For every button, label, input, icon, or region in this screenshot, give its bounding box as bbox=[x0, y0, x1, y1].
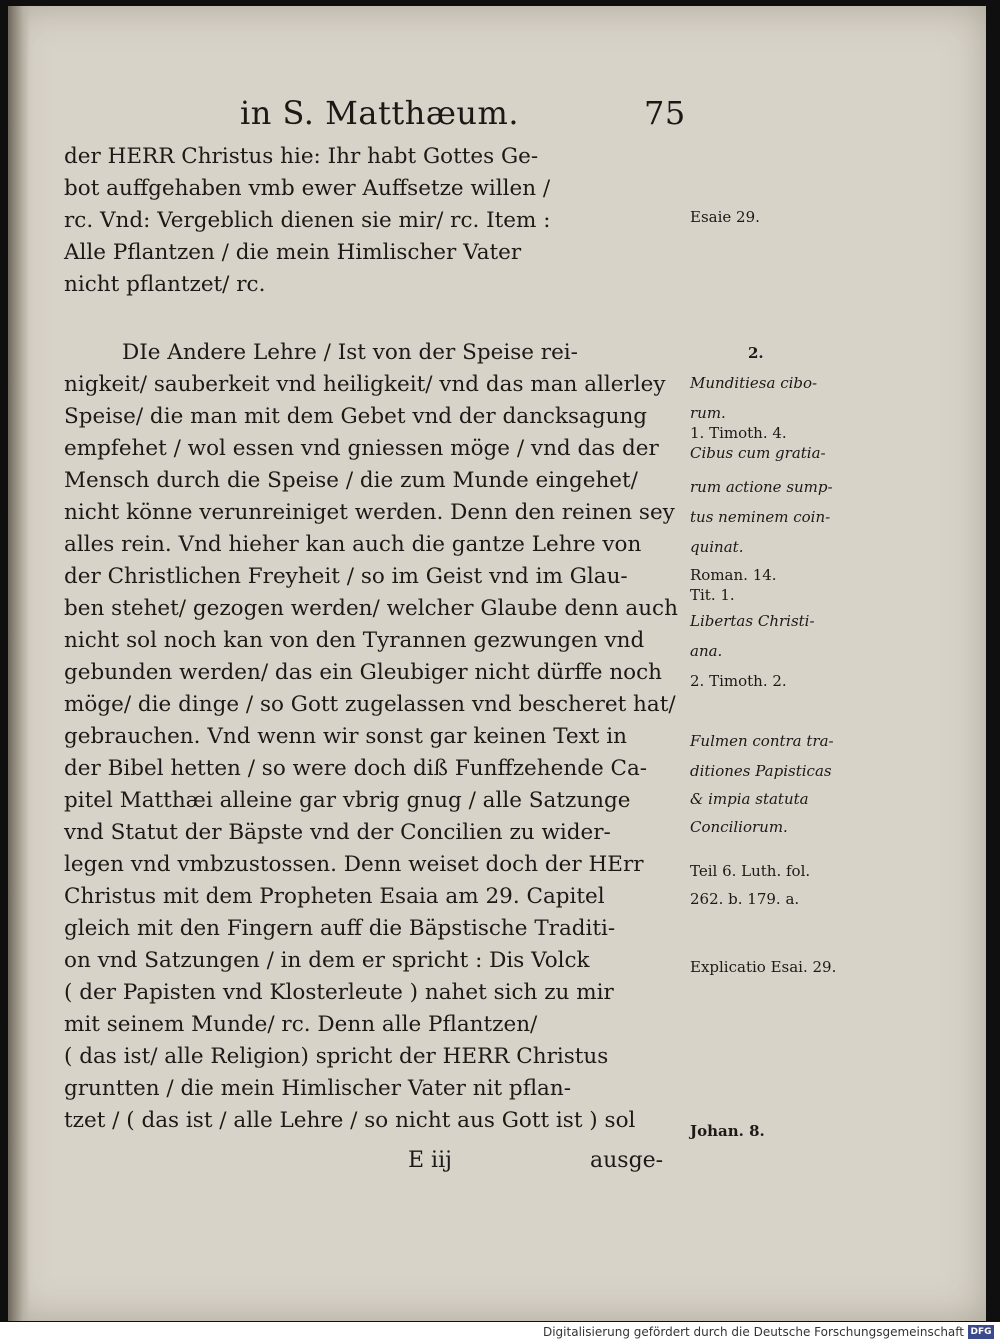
margin-note: rum. bbox=[690, 404, 726, 422]
text-line: alles rein. Vnd hieher kan auch die gantze Lehre von bbox=[64, 532, 642, 557]
margin-note: Libertas Christi- bbox=[690, 612, 815, 630]
running-title: in S. Matthæum. bbox=[240, 94, 520, 132]
text-line: nicht pflantzet/ rc. bbox=[64, 272, 266, 297]
margin-note: 262. b. 179. a. bbox=[690, 890, 800, 908]
margin-note: quinat. bbox=[690, 538, 744, 556]
text-line: DIe Andere Lehre / Ist von der Speise rei- bbox=[122, 340, 578, 365]
text-line: gruntten / die mein Himlischer Vater nit pflan- bbox=[64, 1076, 571, 1101]
catchword: ausge- bbox=[590, 1148, 664, 1173]
margin-note: Explicatio Esai. 29. bbox=[690, 958, 837, 976]
text-line: ( der Papisten vnd Klosterleute ) nahet sich zu mir bbox=[64, 980, 614, 1005]
text-line: der Christlichen Freyheit / so im Geist vnd im Glau- bbox=[64, 564, 628, 589]
text-line: pitel Matthæi alleine gar vbrig gnug / alle Satzunge bbox=[64, 788, 631, 813]
margin-note: Teil 6. Luth. fol. bbox=[690, 862, 811, 880]
margin-note: Conciliorum. bbox=[690, 818, 788, 836]
margin-note: tus neminem coin- bbox=[690, 508, 831, 526]
margin-note: & impia statuta bbox=[690, 790, 809, 808]
text-line: bot auffgehaben vmb ewer Auffsetze willen / bbox=[64, 176, 551, 201]
margin-note: Tit. 1. bbox=[690, 586, 735, 604]
text-line: legen vnd vmbzustossen. Denn weiset doch der HErr bbox=[64, 852, 644, 877]
text-line: möge/ die dinge / so Gott zugelassen vnd bescheret hat/ bbox=[64, 692, 676, 717]
text-line: nicht sol noch kan von den Tyrannen gezwungen vnd bbox=[64, 628, 645, 653]
text-line: gebunden werden/ das ein Gleubiger nicht dürffe noch bbox=[64, 660, 663, 685]
margin-note: 1. Timoth. 4. bbox=[690, 424, 787, 442]
text-line: Christus mit dem Propheten Esaia am 29. Capitel bbox=[64, 884, 605, 909]
footer-credit: Digitalisierung gefördert durch die Deutsche Forschungsgemeinschaft bbox=[542, 1325, 964, 1339]
margin-note: Johan. 8. bbox=[690, 1122, 765, 1140]
margin-note: Roman. 14. bbox=[690, 566, 777, 584]
text-line: ben stehet/ gezogen werden/ welcher Glaube denn auch bbox=[64, 596, 678, 621]
margin-note: Munditiesa cibo- bbox=[690, 374, 818, 392]
margin-note: Esaie 29. bbox=[690, 208, 760, 226]
page-gutter-shadow bbox=[8, 6, 30, 1321]
text-line: tzet / ( das ist / alle Lehre / so nicht aus Gott ist ) sol bbox=[64, 1108, 636, 1133]
text-line: vnd Statut der Bäpste vnd der Concilien zu wider- bbox=[64, 820, 611, 845]
text-line: ( das ist/ alle Religion) spricht der HERR Christus bbox=[64, 1044, 609, 1069]
text-line: mit seinem Munde/ rc. Denn alle Pflantzen/ bbox=[64, 1012, 538, 1037]
text-line: der HERR Christus hie: Ihr habt Gottes Ge- bbox=[64, 144, 539, 169]
margin-note: rum actione sump- bbox=[690, 478, 833, 496]
text-line: empfehet / wol essen vnd gniessen möge / vnd das der bbox=[64, 436, 659, 461]
margin-note: 2. bbox=[748, 344, 764, 362]
text-line: on vnd Satzungen / in dem er spricht : Dis Volck bbox=[64, 948, 590, 973]
page-number: 75 bbox=[644, 94, 686, 132]
text-line: nigkeit/ sauberkeit vnd heiligkeit/ vnd das man allerley bbox=[64, 372, 666, 397]
text-line: gleich mit den Fingern auff die Bäpstische Traditi- bbox=[64, 916, 616, 941]
text-line: Mensch durch die Speise / die zum Munde eingehet/ bbox=[64, 468, 638, 493]
margin-note: Cibus cum gratia- bbox=[690, 444, 826, 462]
margin-note: ditiones Papisticas bbox=[690, 762, 832, 780]
signature-mark: E iij bbox=[408, 1148, 452, 1173]
margin-note: 2. Timoth. 2. bbox=[690, 672, 787, 690]
text-line: Speise/ die man mit dem Gebet vnd der dancksagung bbox=[64, 404, 648, 429]
text-line: rc. Vnd: Vergeblich dienen sie mir/ rc. Item : bbox=[64, 208, 551, 233]
text-line: nicht könne verunreiniget werden. Denn den reinen sey bbox=[64, 500, 675, 525]
dfg-logo: DFG bbox=[968, 1325, 994, 1339]
margin-note: Fulmen contra tra- bbox=[690, 732, 834, 750]
text-line: Alle Pflantzen / die mein Himlischer Vater bbox=[64, 240, 522, 265]
margin-note: ana. bbox=[690, 642, 723, 660]
text-line: der Bibel hetten / so were doch diß Funffzehende Ca- bbox=[64, 756, 648, 781]
text-line: gebrauchen. Vnd wenn wir sonst gar keinen Text in bbox=[64, 724, 627, 749]
